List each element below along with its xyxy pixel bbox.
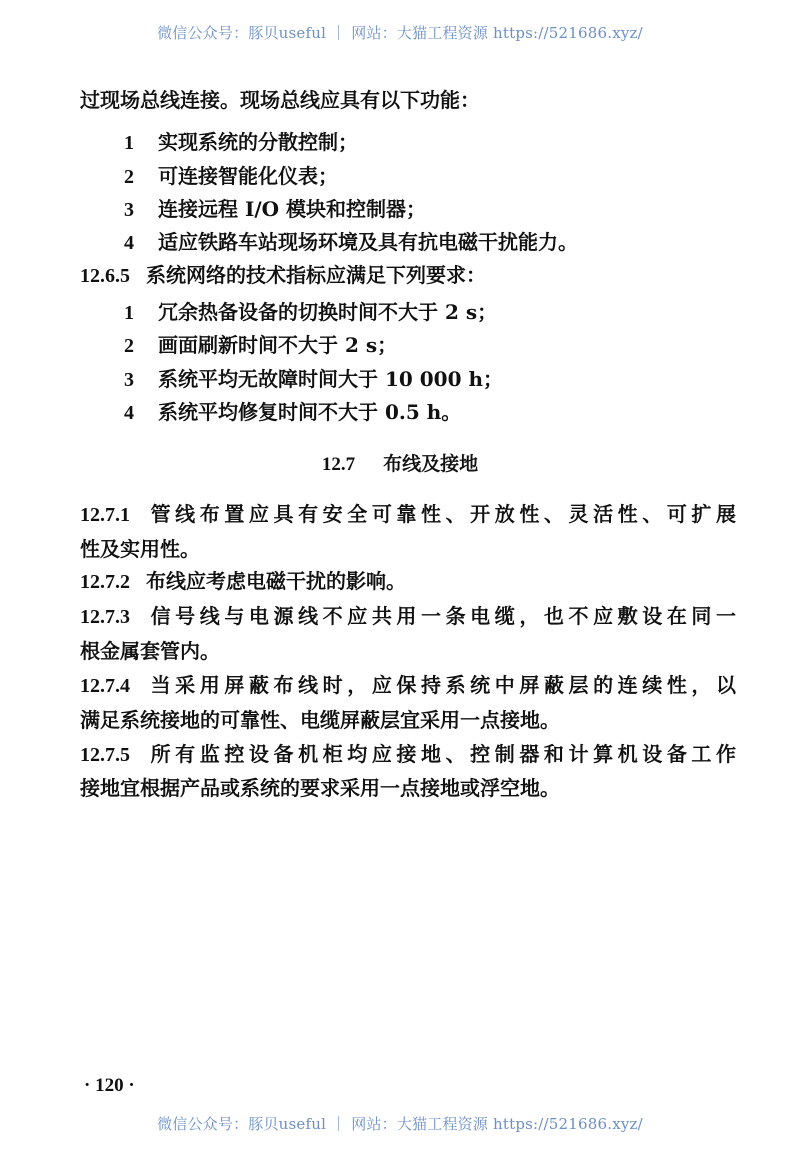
list-item <box>124 367 503 392</box>
clause-text: 管线布置应具有安全可靠性、开放性、灵活性、可扩展 <box>146 502 736 526</box>
clause-number: 12.7.5 <box>80 744 130 766</box>
item-text: 连接远程 I/O 模块和控制器； <box>158 197 427 221</box>
item-number: 3 <box>124 369 134 391</box>
clause-text: 系统网络的技术指标应满足下列要求： <box>146 263 486 287</box>
item-text: 冗余热备设备的切换时间不大于 2 s； <box>158 300 498 324</box>
section-number: 12.7 <box>321 454 356 475</box>
list-item <box>124 300 497 325</box>
clause-text-continued: 满足系统接地的可靠性、电缆屏蔽层宜采用一点接地。 <box>80 708 560 732</box>
item-number: 2 <box>124 166 134 188</box>
watermark-bottom: 微信公众号：豚贝useful ｜ 网站：大猫工程资源 https://521686.xyz/ <box>157 1115 643 1133</box>
clause-text: 信号线与电源线不应共用一条电缆，也不应敷设在同一 <box>146 604 736 628</box>
item-number: 4 <box>124 232 134 254</box>
clause-text-continued: 性及实用性。 <box>80 537 200 561</box>
clause-number: 12.7.3 <box>80 606 130 628</box>
clause-12-6-5 <box>80 263 486 288</box>
clause-12-7-4 <box>80 673 736 698</box>
watermark-top: 微信公众号：豚贝useful ｜ 网站：大猫工程资源 https://521686.xyz/ <box>157 24 643 42</box>
list-item <box>124 400 461 425</box>
clause-text: 布线应考虑电磁干扰的影响。 <box>146 569 406 593</box>
item-number: 1 <box>124 132 134 154</box>
item-number: 3 <box>124 199 134 221</box>
section-title: 布线及接地 <box>383 453 479 475</box>
clause-number: 12.7.1 <box>80 504 130 526</box>
item-text: 实现系统的分散控制； <box>158 130 358 154</box>
clause-number: 12.7.2 <box>80 571 130 593</box>
section-heading <box>0 452 800 477</box>
item-number: 1 <box>124 302 134 324</box>
item-text: 可连接智能化仪表； <box>158 164 338 188</box>
list-item <box>124 164 338 189</box>
clause-12-7-1 <box>80 502 736 527</box>
clause-12-7-2 <box>80 569 406 594</box>
list-item <box>124 197 426 222</box>
item-number: 4 <box>124 402 134 424</box>
clause-text-continued: 接地宜根据产品或系统的要求采用一点接地或浮空地。 <box>80 776 560 800</box>
clause-text: 当采用屏蔽布线时，应保持系统中屏蔽层的连续性，以 <box>146 673 736 697</box>
clause-12-7-3 <box>80 604 736 629</box>
clause-text-continued: 根金属套管内。 <box>80 639 220 663</box>
list-item <box>124 230 578 255</box>
clause-12-7-5 <box>80 742 736 767</box>
clause-number: 12.6.5 <box>80 265 130 287</box>
item-text: 适应铁路车站现场环境及具有抗电磁干扰能力。 <box>158 230 578 254</box>
item-text: 画面刷新时间不大于 2 s； <box>158 333 398 357</box>
page-number: · 120 · <box>84 1075 135 1096</box>
clause-text: 所有监控设备机柜均应接地、控制器和计算机设备工作 <box>146 742 736 766</box>
intro-text: 过现场总线连接。现场总线应具有以下功能： <box>80 88 480 112</box>
item-number: 2 <box>124 335 134 357</box>
item-text: 系统平均修复时间不大于 0.5 h。 <box>158 400 462 424</box>
list-item <box>124 130 358 155</box>
list-item <box>124 333 397 358</box>
item-text: 系统平均无故障时间大于 10 000 h； <box>158 367 504 391</box>
clause-number: 12.7.4 <box>80 675 130 697</box>
